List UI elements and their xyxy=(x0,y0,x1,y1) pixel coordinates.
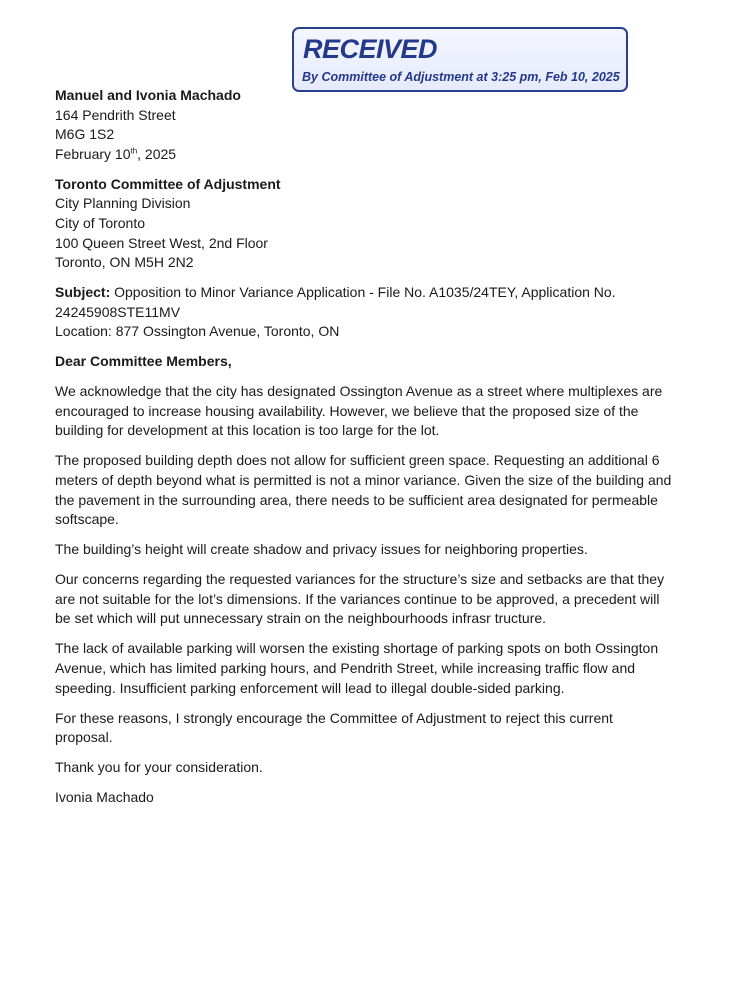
sender-name: Manuel and Ivonia Machado xyxy=(55,87,241,103)
date-suffix: th xyxy=(130,146,138,156)
paragraph-line: meters of depth beyond what is permitted is not a minor variance. Given the size of the building and xyxy=(55,472,672,489)
subject-application-no: 24245908STE11MV xyxy=(55,303,181,320)
paragraph-line: be set which will put unnecessary strain on the neighbourhoods infrasr tructure. xyxy=(55,610,547,627)
paragraph-line: The building’s height will create shadow and privacy issues for neighboring properties. xyxy=(55,541,588,558)
sender-address xyxy=(55,86,695,164)
paragraph-line: speeding. Insufficient parking enforcement will lead to illegal double-sided parking. xyxy=(55,679,565,696)
paragraph xyxy=(55,382,695,441)
date-year: , 2025 xyxy=(137,145,177,162)
paragraph-line: Our concerns regarding the requested variances for the structure’s size and setbacks are that they xyxy=(55,571,665,588)
letter-date xyxy=(55,145,695,165)
signature: Ivonia Machado xyxy=(55,789,154,806)
salutation: Dear Committee Members, xyxy=(55,353,232,370)
letter-body xyxy=(55,86,695,818)
paragraph-line: proposal. xyxy=(55,729,113,746)
recipient-line: Toronto, ON M5H 2N2 xyxy=(55,254,194,271)
sender-street: 164 Pendrith Street xyxy=(55,106,176,123)
received-stamp xyxy=(292,27,628,92)
date-day: February 10 xyxy=(55,145,131,162)
paragraph-line: We acknowledge that the city has designated Ossington Avenue as a street where multiplexes are xyxy=(55,383,663,400)
stamp-received-line: By Committee of Adjustment at 3:25 pm, Feb 10, 2025 xyxy=(302,70,620,84)
recipient-line: City Planning Division xyxy=(55,195,191,212)
paragraph-line: The lack of available parking will worsen the existing shortage of parking spots on both Ossington xyxy=(55,640,659,657)
recipient-line: City of Toronto xyxy=(55,214,146,231)
paragraph-line: are not suitable for the lot’s dimensions. If the variances continue to be approved, a precedent will xyxy=(55,590,660,607)
subject-text: Opposition to Minor Variance Application - File No. A1035/24TEY, Application No. xyxy=(110,284,616,301)
paragraph-line: building for development at this location is too large for the lot. xyxy=(55,422,440,439)
paragraph-line: encouraged to increase housing availability. However, we believe that the proposed size of the xyxy=(55,402,639,419)
recipient-line: 100 Queen Street West, 2nd Floor xyxy=(55,234,268,251)
paragraph-line: The proposed building depth does not allow for sufficient green space. Requesting an additional 6 xyxy=(55,452,660,469)
subject-location: Location: 877 Ossington Avenue, Toronto, ON xyxy=(55,323,340,340)
paragraph-line: For these reasons, I strongly encourage the Committee of Adjustment to reject this current xyxy=(55,709,613,726)
paragraph xyxy=(55,570,695,629)
recipient-address xyxy=(55,175,695,273)
paragraph-line: the pavement in the surrounding area, there needs to be sufficient area designated for permeable xyxy=(55,491,658,508)
paragraph xyxy=(55,639,695,698)
paragraph-line: Avenue, which has limited parking hours, and Pendrith Street, while increasing traffic flow and xyxy=(55,659,636,676)
stamp-title: RECEIVED xyxy=(303,34,438,64)
closing: Thank you for your consideration. xyxy=(55,759,263,776)
paragraph-line: softscape. xyxy=(55,511,119,528)
paragraph xyxy=(55,540,695,560)
subject-line xyxy=(55,283,695,303)
recipient-name: Toronto Committee of Adjustment xyxy=(55,175,281,192)
paragraph xyxy=(55,709,695,748)
sender-postal: M6G 1S2 xyxy=(55,126,115,143)
subject-block xyxy=(55,283,695,342)
paragraph xyxy=(55,451,695,529)
subject-label: Subject: xyxy=(55,284,111,301)
